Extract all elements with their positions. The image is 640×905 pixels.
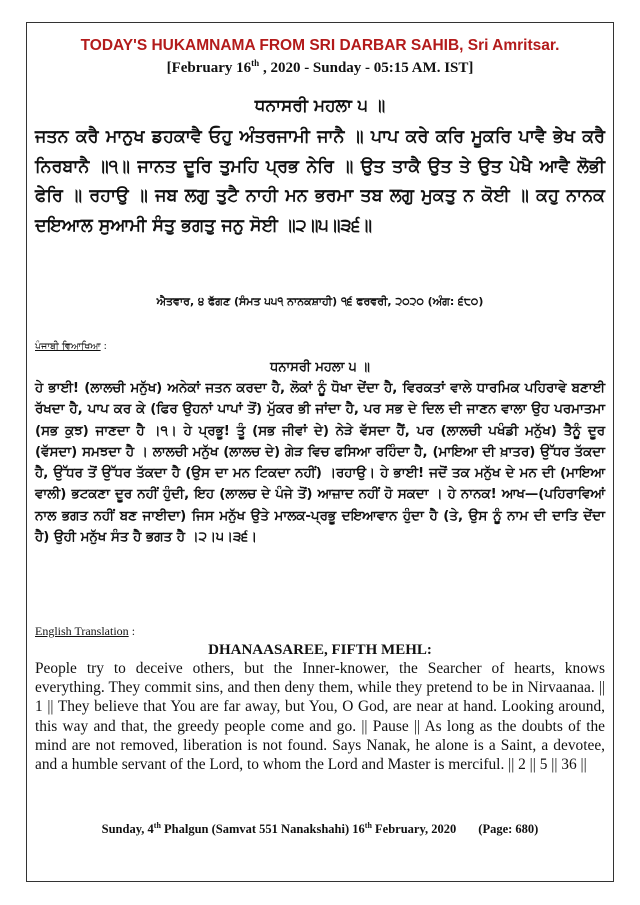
date-time-line xyxy=(27,58,613,77)
footer-part1: Sunday, 4 xyxy=(101,822,154,837)
footer-sup1: th xyxy=(153,821,161,830)
punjabi-label-colon: : xyxy=(100,341,107,352)
english-label-text: English Translation xyxy=(35,624,129,638)
footer-date-line xyxy=(27,821,613,837)
gurmukhi-verse: ਜਤਨ ਕਰੈ ਮਾਨੁਖ ਡਹਕਾਵੈ ਓਹੁ ਅੰਤਰਜਾਮੀ ਜਾਨੈ ॥ ਪਾਪ ਕਰੇ ਕਰਿ ਮੂਕਰਿ ਪਾਵੈ ਭੇਖ ਕਰੈ ਨਿਰਬਾਨੈ ॥੧॥ ਜਾਨਤ ਦੂਰਿ ਤੁਮਹਿ ਪ੍ਰਭ ਨੇਰਿ ॥ ਉਤ ਤਾਕੈ ਉਤ ਤੇ ਉਤ ਪੇਖੈ ਆਵੈ ਲੋਭੀ ਫੇਰਿ ॥ ਰਹਾਉ ॥ ਜਬ ਲਗੁ ਤੁਟੈ ਨਾਹੀ ਮਨ ਭਰਮਾ ਤਬ ਲਗੁ ਮੁਕਤੁ ਨ ਕੋਈ ॥ ਕਹੁ ਨਾਨਕ ਦਇਆਲ ਸੁਆਮੀ ਸੰਤੁ ਭਗਤੁ ਜਨੁ ਸੋਈ ॥੨॥੫॥੩੬॥ xyxy=(35,127,605,236)
english-heading: DHANAASAREE, FIFTH MEHL: xyxy=(208,642,432,658)
hukamnama-page xyxy=(26,22,614,882)
footer-sup2: th xyxy=(364,821,372,830)
gurmukhi-heading: ਧਨਾਸਰੀ ਮਹਲਾ ੫ ॥ xyxy=(254,96,386,116)
punjabi-translation-text: ਹੇ ਭਾਈ! (ਲਾਲਚੀ ਮਨੁੱਖ) ਅਨੇਕਾਂ ਜਤਨ ਕਰਦਾ ਹੈ, ਲੋਕਾਂ ਨੂੰ ਧੋਖਾ ਦੇਂਦਾ ਹੈ, ਵਿਰਕਤਾਂ ਵਾਲੇ ਧਾਰਮਿਕ ਪਹਿਰਾਵੇ ਬਣਾਈ ਰੱਖਦਾ ਹੈ, ਪਾਪ ਕਰ ਕੇ (ਫਿਰ ਉਹਨਾਂ ਪਾਪਾਂ ਤੋਂ) ਮੁੱਕਰ ਭੀ ਜਾਂਦਾ ਹੈ, ਪਰ ਸਭ ਦੇ ਦਿਲ ਦੀ ਜਾਣਨ ਵਾਲਾ ਉਹ ਪਰਮਾਤਮਾ (ਸਭ ਕੁਝ) ਜਾਣਦਾ ਹੈ ।੧। ਹੇ ਪ੍ਰਭੂ! ਤੂੰ (ਸਭ ਜੀਵਾਂ ਦੇ) ਨੇੜੇ ਵੱਸਦਾ ਹੈਂ, ਪਰ (ਲਾਲਚੀ ਪਖੰਡੀ ਮਨੁੱਖ) ਤੈਨੂੰ ਦੂਰ (ਵੱਸਦਾ) ਸਮਝਦਾ ਹੈ । ਲਾਲਚੀ ਮਨੁੱਖ (ਲਾਲਚ ਦੇ) ਗੇੜ ਵਿਚ ਫਸਿਆ ਰਹਿੰਦਾ ਹੈ, (ਮਾਇਆ ਦੀ ਖ਼ਾਤਰ) ਉੱਧਰ ਤੱਕਦਾ ਹੈ, ਉੱਧਰ ਤੋਂ ਉੱਧਰ ਤੱਕਦਾ ਹੈ (ਉਸ ਦਾ ਮਨ ਟਿਕਦਾ ਨਹੀਂ) ।ਰਹਾਉ। ਹੇ ਭਾਈ! ਜਦੋਂ ਤਕ ਮਨੁੱਖ ਦੇ ਮਨ ਦੀ (ਮਾਇਆ ਵਾਲੀ) ਭਟਕਣਾ ਦੂਰ ਨਹੀਂ ਹੁੰਦੀ, ਇਹ (ਲਾਲਚ ਦੇ ਪੰਜੇ ਤੋਂ) ਆਜ਼ਾਦ ਨਹੀਂ ਹੋ ਸਕਦਾ । ਹੇ ਨਾਨਕ! ਆਖ—(ਪਹਿਰਾਵਿਆਂ ਨਾਲ ਭਗਤ ਨਹੀਂ ਬਣ ਜਾਈਦਾ) ਜਿਸ ਮਨੁੱਖ ਉਤੇ ਮਾਲਕ-ਪ੍ਰਭੂ ਦਇਆਵਾਨ ਹੁੰਦਾ ਹੈ (ਤੇ, ਉਸ ਨੂੰ ਨਾਮ ਦੀ ਦਾਤਿ ਦੇਂਦਾ ਹੈ) ਉਹੀ ਮਨੁੱਖ ਸੰਤ ਹੈ ਭਗਤ ਹੈ ।੨।੫।੩੬। xyxy=(35,381,605,546)
footer-page-number: (Page: 680) xyxy=(478,822,539,837)
footer-part3: February, 2020 xyxy=(371,822,457,837)
page-title: TODAY'S HUKAMNAMA FROM SRI DARBAR SAHIB, Sri Amritsar. xyxy=(80,37,560,54)
punjabi-translation-label xyxy=(35,341,107,352)
english-label-colon: : xyxy=(128,624,136,638)
english-translation-text: People try to deceive others, but the Inner-knower, the Searcher of hearts, knows everything. They commit sins, and then deny them, while they pretend to be in Nirvaanaa. || 1 || They believe that You are far away, but You, O God, are near at hand. Looking around, this way and that, the greedy people come and go. || Pause || As long as the doubts of the mind are not removed, liberation is not found. Says Nanak, he alone is a Saint, a devotee, and a humble servant of the Lord, to whom the Lord and Master is merciful. || 2 || 5 || 36 || xyxy=(35,660,605,774)
date-suffix: , 2020 - Sunday - 05:15 AM. IST] xyxy=(259,60,474,76)
punjabi-heading: ਧਨਾਸਰੀ ਮਹਲਾ ੫ ॥ xyxy=(270,360,370,375)
punjabi-label-text: ਪੰਜਾਬੀ ਵਿਆਖਿਆ xyxy=(35,341,101,352)
footer-part2: Phalgun (Samvat 551 Nanakshahi) 16 xyxy=(160,822,365,837)
gurmukhi-date-line: ਐਤਵਾਰ, ੪ ਫੱਗਣ (ਸੰਮਤ ੫੫੧ ਨਾਨਕਸ਼ਾਹੀ) ੧੬ ਫਰਵਰੀ, ੨੦੨੦ (ਅੰਗ: ੬੮੦) xyxy=(156,295,484,308)
date-prefix: [February 16 xyxy=(166,60,252,76)
date-suffix-sup: th xyxy=(251,58,260,68)
english-translation-label xyxy=(35,624,135,639)
